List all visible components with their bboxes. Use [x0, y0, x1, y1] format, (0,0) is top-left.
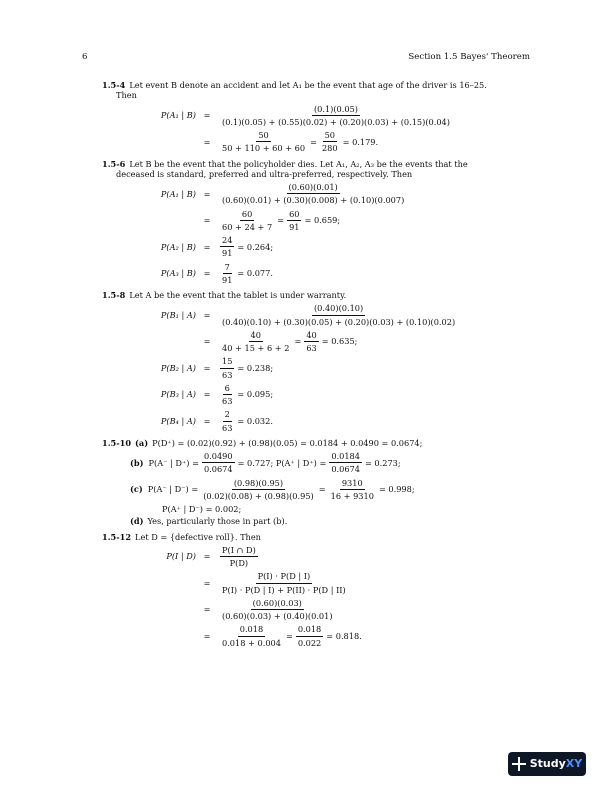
problem-1-5-6	[102, 159, 522, 286]
fraction: $\frac{50}{50 + 110 + 60 + 60}$	[222, 130, 306, 154]
equation-lhs: P(I | D)	[166, 551, 196, 562]
part-label: (a)	[135, 437, 149, 448]
problem-number: 1.5-4	[102, 80, 126, 90]
result: = 0.179.	[342, 136, 379, 147]
fraction: $\frac{0.018}{0.022}$	[297, 624, 322, 648]
logo-text-study: Study	[529, 757, 566, 771]
problem-number: 1.5-12	[102, 531, 132, 542]
problem-number: 1.5-8	[102, 290, 126, 300]
part-text: Yes, particularly those in part (b).	[147, 516, 288, 527]
equation-lhs: P(B₄ | A)	[160, 415, 196, 426]
equation-lhs: P(B₂ | A)	[160, 362, 196, 373]
problem-intro	[102, 532, 522, 542]
solutions-content	[102, 80, 522, 653]
equation-row: P(A₃ | B) = $\frac{7}{91}$ = 0.077.	[102, 262, 522, 286]
fraction: $\frac{(0.60)(0.01)}{(0.60)(0.01) + (0.30)(0.008) + (0.10)(0.007)}$	[222, 182, 405, 206]
equation-row: P(B₃ | A) = $\frac{6}{63}$ = 0.095;	[102, 383, 522, 407]
problem-intro	[102, 80, 522, 101]
part-c-line2: P(A⁺ | D⁻) = 0.002;	[162, 504, 242, 514]
fraction: $\frac{P(I) \cdot P(D | I)}{P(I) \cdot P(D | I) + P(II) \cdot P(D | II)}$	[222, 571, 346, 595]
result: = 0.659;	[304, 215, 341, 226]
equation-lhs: P(A₁ | B)	[160, 188, 196, 199]
equation-row: = $\frac{50}{50 + 110 + 60 + 60}$ = $\frac{50}{280}$ = 0.179.	[102, 130, 522, 154]
equation-row: = $\frac{60}{60 + 24 + 7}$ = $\frac{60}{91}$ = 0.659;	[203, 208, 341, 232]
fraction: $\frac{2}{63}$	[222, 409, 233, 433]
fraction: $\frac{(0.40)(0.10)}{(0.40)(0.10) + (0.30)(0.05) + (0.20)(0.03) + (0.10)(0.02)}$	[222, 303, 456, 327]
equation-row: = $\frac{40}{40 + 15 + 6 + 2}$ = $\frac{40}{63}$ = 0.635;	[203, 329, 358, 353]
part-d	[130, 516, 522, 526]
plus-cross-icon	[512, 757, 526, 771]
part-c: (c) P(A⁻ | D⁻) = $\frac{(0.98)(0.95)}{(0.02)(0.08) + (0.98)(0.95)}$ = $\frac{9310}{16 + 9310}$ = 0.998;	[130, 477, 415, 501]
problem-number: 1.5-6	[102, 158, 126, 169]
fraction: $\frac{(0.60)(0.03)}{(0.60)(0.03) + (0.40)(0.01)}$	[222, 597, 333, 621]
fraction: $\frac{P(I \cap D)}{P(D)}$	[222, 544, 256, 568]
intro-text: Let event B denote an accident and let A₁ be the event that age of the driver is 16–25.	[129, 80, 487, 90]
fraction: $\frac{15}{63}$	[222, 356, 233, 380]
fraction: $\frac{9310}{16 + 9310}$	[330, 477, 374, 501]
equation-row: P(B₄ | A) = $\frac{2}{63}$ = 0.032.	[102, 409, 522, 433]
equation-row: P(I | D) = $\frac{P(I \cap D)}{P(D)}$	[102, 545, 522, 569]
fraction: $\frac{7}{91}$	[222, 261, 233, 285]
equation-lhs: P(A₃ | B)	[160, 268, 196, 279]
part-text: P(D⁺) = (0.02)(0.92) + (0.98)(0.05) = 0.0184 + 0.0490 = 0.0674;	[152, 437, 423, 448]
equation-row: = $\frac{P(I) \cdot P(D | I)}{P(I) \cdot P(D | I) + P(II) \cdot P(D | II)}$	[203, 571, 346, 595]
problem-1-5-10	[102, 438, 522, 527]
fraction: $\frac{0.0184}{0.0674}$	[331, 451, 360, 475]
equation-row	[102, 104, 522, 128]
part-b: (b) P(A⁻ | D⁺) = $\frac{0.0490}{0.0674}$ = 0.727; P(A⁺ | D⁺) = $\frac{0.0184}{0.0674}$ = 0.273;	[130, 451, 401, 475]
equation-lhs: P(B₁ | A)	[160, 309, 196, 320]
intro-text: Let A be the event that the tablet is under warranty.	[129, 290, 347, 300]
result: = 0.635;	[321, 336, 358, 347]
fraction: $\frac{50}{280}$	[321, 130, 338, 154]
part-label: (c)	[130, 484, 143, 495]
fraction: $\frac{60}{60 + 24 + 7}$	[222, 208, 273, 232]
fraction: $\frac{24}{91}$	[222, 235, 233, 259]
fraction: $\frac{40}{40 + 15 + 6 + 2}$	[222, 329, 290, 353]
fraction: $\frac{60}{91}$	[289, 208, 300, 232]
result: = 0.077.	[237, 268, 273, 279]
intro-text: Let B be the event that the policyholder dies. Let A₁, A₂, A₃ be the events that the	[129, 158, 468, 169]
page-header	[82, 52, 530, 63]
fraction: $\frac{6}{63}$	[222, 382, 233, 406]
part-a	[102, 438, 522, 448]
equation-lhs: P(B₃ | A)	[160, 389, 196, 400]
equals-sign: =	[203, 136, 211, 147]
fraction: $\frac{(0.1)(0.05)}{(0.1)(0.05) + (0.55)(0.02) + (0.20)(0.03) + (0.15)(0.04)}$	[222, 103, 450, 127]
result: = 0.818.	[326, 630, 362, 641]
logo-text-xy: XY	[565, 757, 583, 771]
problem-1-5-8	[102, 290, 522, 433]
section-title: Section 1.5 Bayes' Theorem	[408, 52, 530, 62]
result: = 0.238;	[237, 362, 274, 373]
intro-text-cont: Then	[116, 90, 137, 101]
problem-1-5-4	[102, 80, 522, 154]
equation-row: P(B₂ | A) = $\frac{15}{63}$ = 0.238;	[102, 356, 522, 380]
equation-row: = $\frac{(0.60)(0.03)}{(0.60)(0.03) + (0.40)(0.01)}$	[203, 597, 333, 621]
equation-row: = $\frac{0.018}{0.018 + 0.004}$ = $\frac{0.018}{0.022}$ = 0.818.	[203, 624, 362, 648]
result: = 0.264;	[237, 241, 274, 252]
equation-row: P(A₁ | B) = $\frac{(0.60)(0.01)}{(0.60)(0.01) + (0.30)(0.008) + (0.10)(0.007)}$	[102, 182, 522, 206]
equals-sign: =	[203, 110, 211, 121]
problem-intro	[102, 159, 522, 180]
equation-row: P(A₂ | B) = $\frac{24}{91}$ = 0.264;	[102, 235, 522, 259]
fraction: $\frac{40}{63}$	[306, 329, 317, 353]
fraction: $\frac{(0.98)(0.95)}{(0.02)(0.08) + (0.98)(0.95)}$	[203, 477, 314, 501]
part-label: (d)	[130, 516, 144, 527]
fraction: $\frac{0.0490}{0.0674}$	[203, 451, 233, 475]
problem-number: 1.5-10	[102, 437, 132, 448]
intro-text: Let D = {defective roll}. Then	[135, 531, 261, 542]
result: = 0.095;	[237, 389, 274, 400]
result: = 0.032.	[237, 415, 273, 426]
fraction: $\frac{0.018}{0.018 + 0.004}$	[222, 624, 281, 648]
problem-intro	[102, 290, 522, 300]
studyxy-logo[interactable]	[508, 752, 586, 776]
equation-lhs: P(A₁ | B)	[160, 110, 196, 121]
equation-lhs: P(A₂ | B)	[160, 241, 196, 252]
problem-1-5-12	[102, 532, 522, 648]
equation-row: P(B₁ | A) = $\frac{(0.40)(0.10)}{(0.40)(0.10) + (0.30)(0.05) + (0.20)(0.03) + (0.10)(0.02)}$	[102, 303, 522, 327]
page-number: 6	[82, 52, 88, 62]
intro-text-cont: deceased is standard, preferred and ultra-preferred, respectively. Then	[116, 168, 413, 179]
part-label: (b)	[130, 457, 144, 468]
